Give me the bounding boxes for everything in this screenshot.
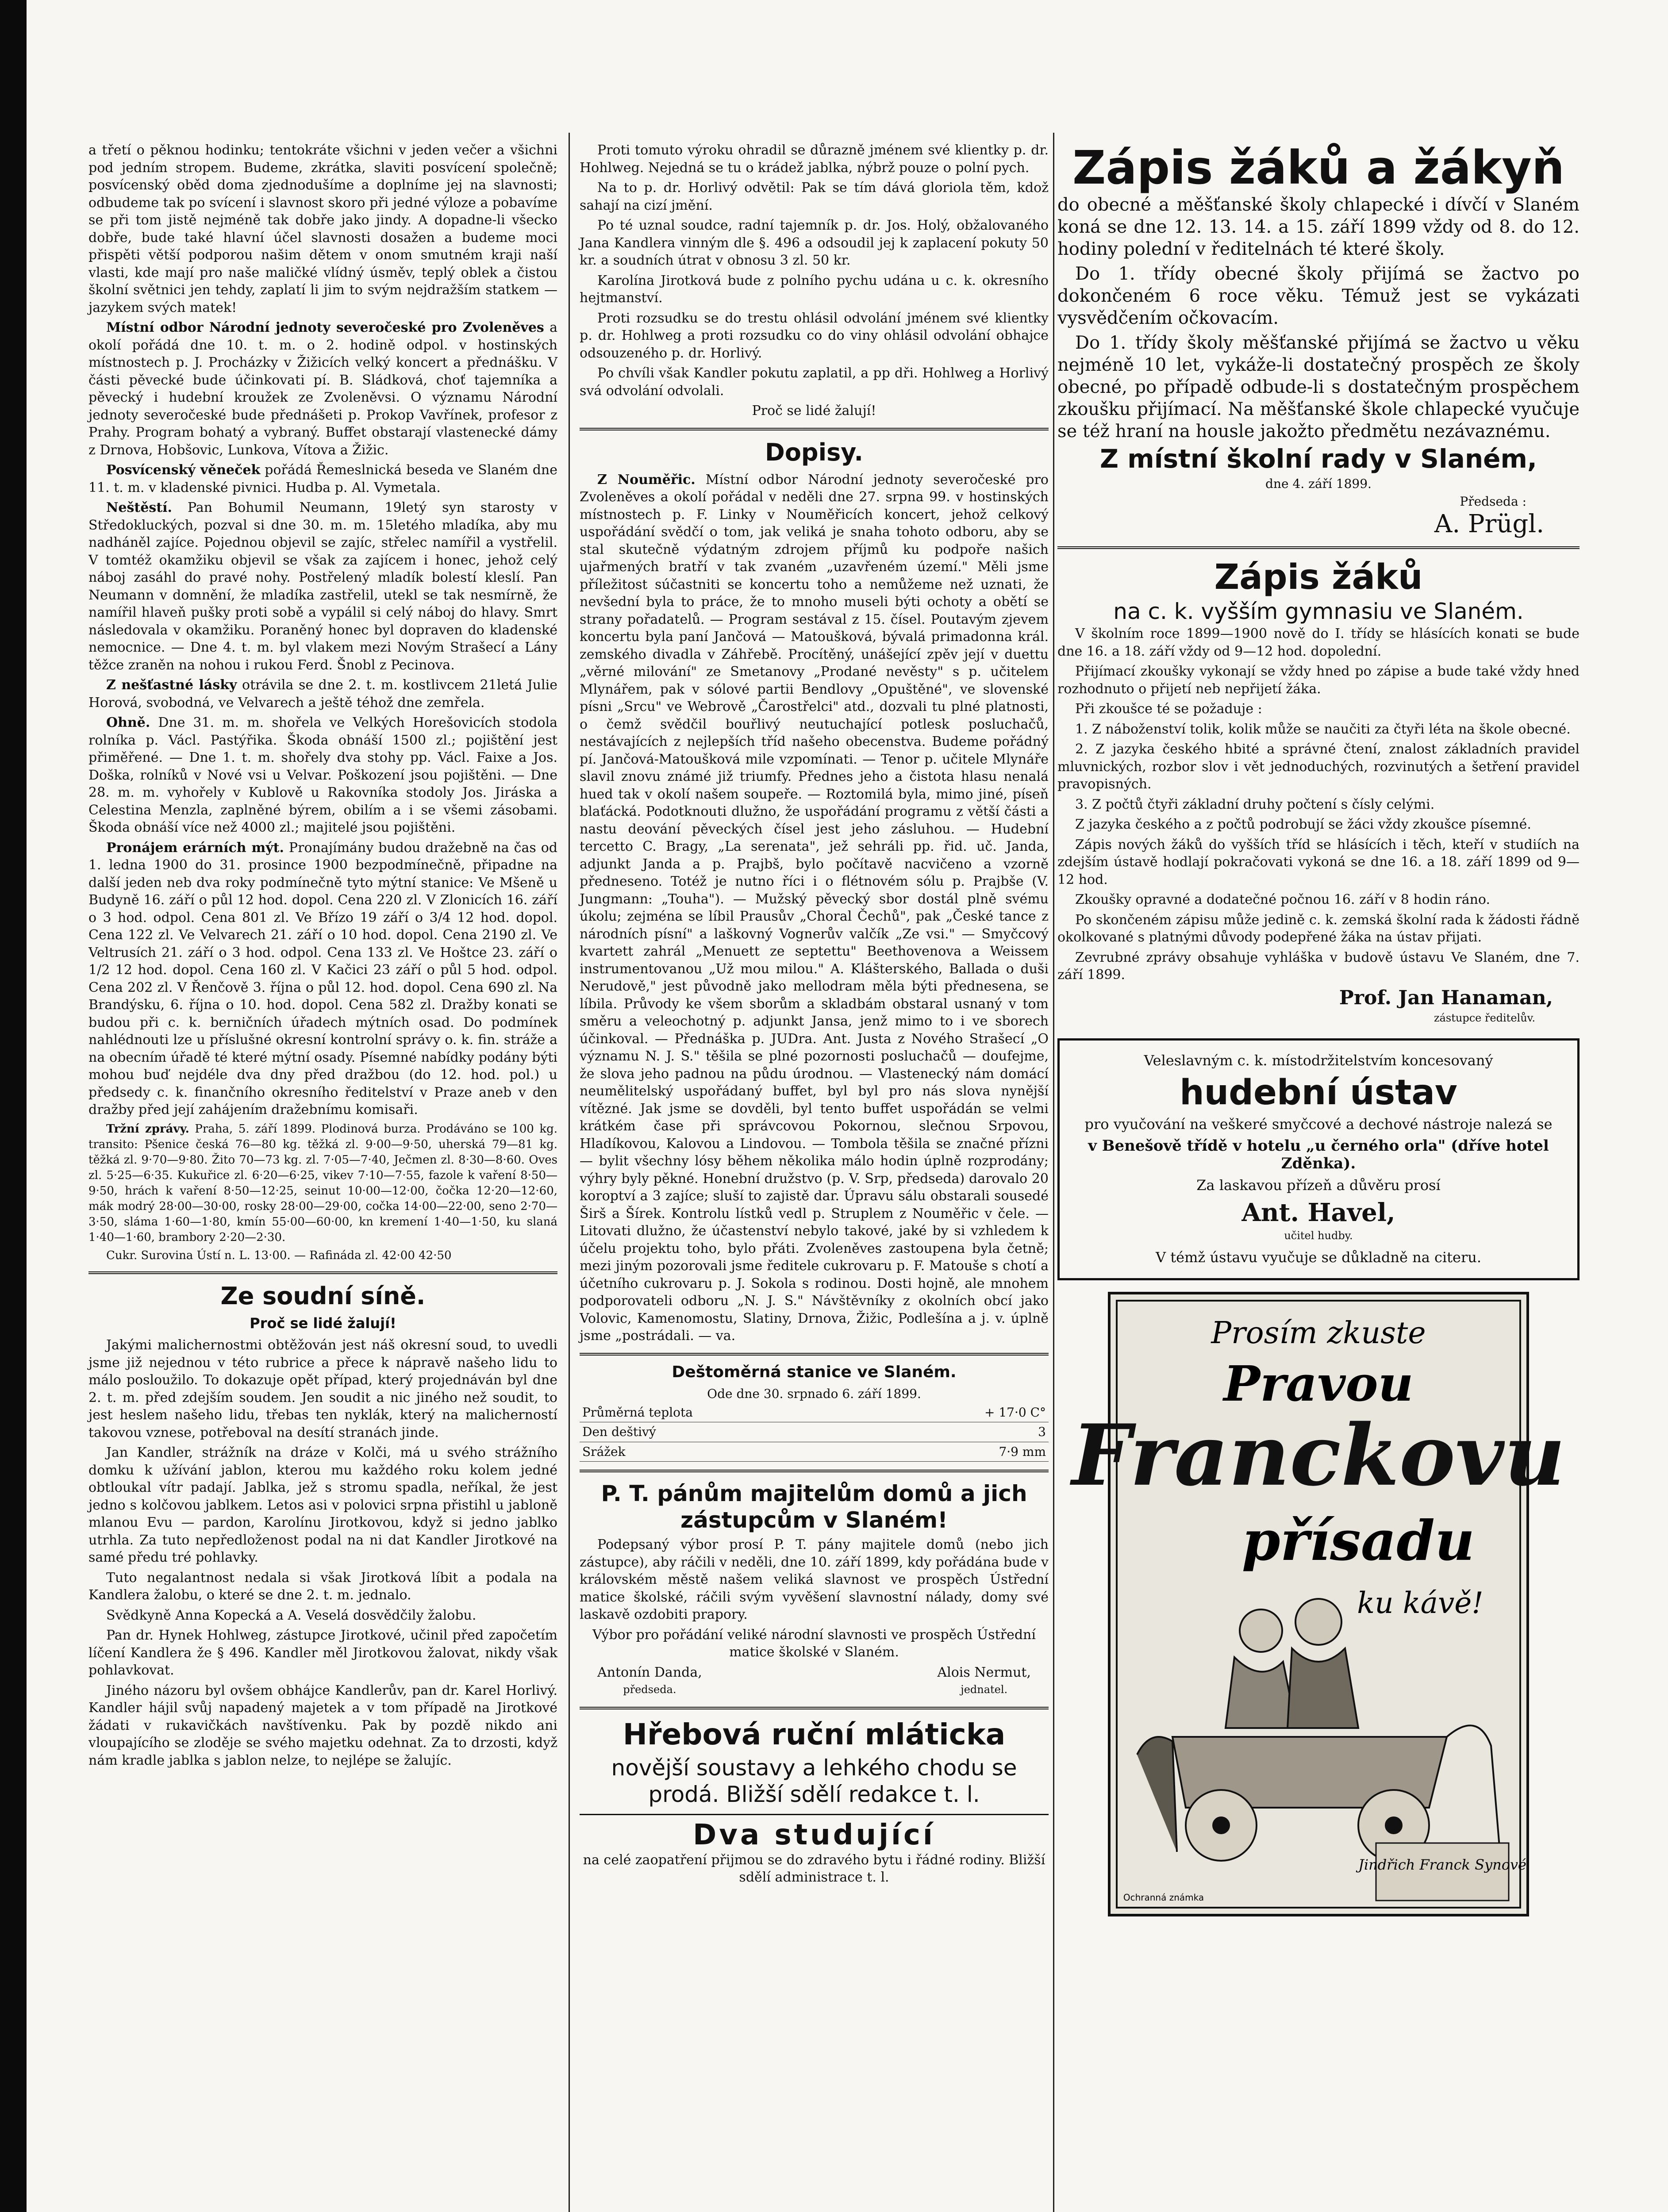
signature-role: jednatel. — [961, 1683, 1008, 1696]
article-text: Pronajímány budou dražebně na čas od 1. ledna 1900 do 31. prosince 1900 bezpodmínečně, připadne na další jeden neb dva roky podmínečně tyto mýtní stanice: Ve Mšeně u Budyně 16. září o půl 12 hod. dopol. Cena 220 zl. V Zlonicích 16. září o 3 hod. odpol. Cena 801 zl. Ve Břízo 19 září o 3/4 12 hod. dopol. Cena 122 zl. Ve Velvarech 21. září o 10 hod. dopol. Cena 2190 zl. Ve Veltrusích 21. září o 3 hod. odpol. Cena 133 zl. Ve Hoštce 23. září o 1/2 12 hod. dopol. Cena 160 zl. V Kačici 23 září o půl 5 hod. odpol. Cena 202 zl. V Řenčově 3. října o půl 12. hod. dopol. Cena 690 zl. Na Brandýsku, 6. října o 10. hod. dopol. Cena 582 zl. Dražby konati se budou při c. k. berničních úřadech mýtních osad. Do podmínek nahlédnouti lze u příslušné okresní kontrolní správy o. k. fin. stráže a na obecním úřadě té které mýtní osady. Písemné nabídky podány býti mohou buď nejdéle dva dny před dražbou (do 12. hod. pol.) u předsedy c. k. finančního okresního ředitelství v Praze aneb v den dražby před její zahájením dražebnímu komisaři. — [88, 840, 557, 1118]
article-text: Pan Bohumil Neumann, 19letý syn starosty v Středokluckých, pozval si dne 30. m. m. 15letého mladíka, aby mu nadháněl zajíce. Pojednou objevil se zajíc, střelec namířil a vystřelil. V tomtéž okamžiku objevil se však za zajícem i honec, jehož celý náboj zasáhl do pravé nohy. Postřelený mladík bolestí kleslí. Pan Neumann v domnění, že mladíka zastřelil, utekl se tak nesmírně, že namířil hlaveň pušky proti sobě a vypálil si celý náboj do hlavy. Smrt následovala v okamžiku. Poraněný honec byl dopraven do kladenské nemocnice. — Dne 4. t. m. byl vlakem mezi Novým Strašecí a Lány těžce zraněn na nohou i rukou Ferd. Šnobl z Pecinova. — [88, 500, 557, 673]
signature-left — [597, 1664, 702, 1699]
table-row — [580, 1442, 1049, 1462]
signature-name: Antonín Danda, — [597, 1664, 702, 1680]
article-heading: Místní odbor Národní jednoty severočeské pro Zvoleněves — [106, 320, 544, 335]
table-cell: Průměrná teplota — [580, 1403, 877, 1422]
article-text: Proti rozsudku se do trestu ohlásil odvolání jménem své klientky p. dr. Hohlweg a proti rozsudku co do viny ohlásil odvolání obhajce odsouzeného p. dr. Horlivý. — [580, 310, 1049, 361]
notice-text: Zkoušky opravné a dodatečné počnou 16. září v 8 hodin ráno. — [1075, 892, 1490, 907]
table-row — [580, 1403, 1049, 1422]
article-text: Jiného názoru byl ovšem obhájce Kandlerův, pan dr. Karel Horlivý. Kandler hájil svůj napadený majetek a v tom případě na Jirotkové žádati v rukavičkách navštívenku. Pak by pozdě nikdo ani vloupajícího se zloděje se svého majetku odehnat. Za to drzosti, když nám kradle jablka s jablon nelze, to nejlépe se žalujíc. — [88, 1682, 557, 1768]
section-title: Dopisy. — [765, 438, 863, 466]
article-heading: Z nešťastné lásky — [106, 677, 237, 693]
ad-text: pro vyučování na veškeré smyčcové a dechové nástroje nalezá se — [1084, 1115, 1553, 1133]
ad-text: na celé zaopatření přijmou se do zdravého bytu i řádné rodiny. Bližší sdělí administrace t. l. — [583, 1852, 1045, 1885]
section-title: Ze soudní síně. — [220, 1282, 426, 1310]
article-heading: Pronájem erárních mýt. — [106, 840, 284, 856]
article-heading: Ohně. — [106, 715, 150, 730]
article-text: Pan dr. Hynek Hohlweg, zástupce Jirotkové, učinil před započetím líčení Kandlera že § 496. Kandler měl Jirotkovou žalovat, nikdy však pohlavkovat. — [88, 1628, 557, 1678]
article-text: Výbor pro pořádání veliké národní slavnosti ve prospěch Ústřední matice školské v Slaném. — [592, 1627, 1036, 1660]
article-text: Proč se lidé žalují! — [752, 403, 876, 419]
notice-text: Zevrubné zprávy obsahuje vyhláška v budově ústavu Ve Slaném, dne 7. září 1899. — [1057, 949, 1580, 983]
signature-role: zástupce ředitelův. — [1434, 1011, 1535, 1024]
divider — [580, 1353, 1049, 1356]
article-text: Praha, 5. září 1899. Plodinová burza. Prodáváno se 100 kg. transito: Pšenice česká 76—80 kg. těžká zl. 9·00—9·50, uherská 79—81 kg. těžká zl. 9·70—9·80. Žito 70—73 kg. zl. 7·05—7·40, Ječmen zl. 8·30—8·60. Oves zl. 5·25—6·35. Kukuřice zl. 6·20—6·25, vikev 7·10—7·55, fazole k vaření 8·50—9·50, hrách k vaření 8·50—12·25, seinut 10·00—12·00, čočka 12·20—12·60, mák modrý 28·00—30·00, rosky 28·00—29·00, cočka 14·00—22·00, seno 2·70—3·50, sláma 1·60—1·80, kmín 55·00—60·00, kn kremení 1·40—1·50, ku slaná 1·40—1·60, brambory 2·20—2·30. — [88, 1122, 557, 1244]
divider — [1057, 546, 1580, 549]
scan-edge — [0, 0, 27, 2212]
notice-text: 3. Z počtů čtyři základní druhy počtení s čísly celými. — [1075, 796, 1435, 812]
article-text: Po té uznal soudce, radní tajemník p. dr. Jos. Holý, obžalovaného Jana Kandlera vinným dle §. 496 a odsoudil jej k zaplacení pokuty 50 kr. a soudních útrat v obnosu 3 zl. 50 kr. — [580, 218, 1049, 268]
divider — [580, 428, 1049, 430]
meteo-subtitle: Ode dne 30. srpnado 6. září 1899. — [707, 1386, 921, 1401]
column-2 — [580, 142, 1049, 2212]
notice-subtitle: na c. k. vyšším gymnasiu ve Slaném. — [1113, 599, 1524, 624]
article-text: Jan Kandler, strážník na dráze v Kolči, má u svého strážního domku k užívání jablon, kterou mu každého roku kolem jedné obtloukal vítr padají. Jablka, jež s stromu spadla, neříkal, že jest jedno s kolčovou jablkem. Letos asi v polovici srpna přistihl u jabloně mlanou Evu — pardon, Karolínu Jirotkovou, když si jedno jablko utrhla. Za tuto nepředloženost podal na ni dat Kandler Jirotkové na samé předu tré pohlavky. — [88, 1445, 557, 1565]
divider — [580, 1707, 1049, 1709]
notice-title: P. T. pánům majitelům domů a jich zástupcům v Slaném! — [601, 1481, 1027, 1533]
notice-text: Po skončeném zápisu může jedině c. k. zemská školní rada k žádosti řádně okolkované s platnými důvody podepřené žáka na ústav přijati. — [1057, 912, 1580, 945]
column-rule — [1053, 133, 1054, 2212]
article-text: Po chvíli však Kandler pokutu zaplatil, a pp dři. Hohlweg a Horlivý svá odvolání odvolali. — [580, 365, 1049, 399]
ad-line-3: Franckovu — [1072, 1406, 1565, 1505]
column-3 — [1057, 142, 1580, 2212]
table-cell: Srážek — [580, 1442, 877, 1462]
signatures — [580, 1664, 1049, 1699]
article-text: Místní odbor Národní jednoty severočeské pro Zvoleněves a okolí pořádal v neděli dne 27. srpna 99. v hostinských místnostech p. F. Linky v Nouměřicích koncert, jehož celkový uspořádání svědčí o tom, jak veliká je snaha tohoto odboru, aby se stal skutečně výdatným zdrojem příjmů ku podpoře našich ujařmených bratří v tak zvaném „uzavřeném území." Měli jsme příležitost súčastniti se koncertu toho a nemůžeme než uznati, že nevšední byla to práce, že to mnoho museli býti ochoty a obětí se strany pořadatelů. — Program sestával z 15. čísel. Poutavým zjevem koncertu byla paní Jančová — Matoušková, bývalá primadonna král. zemského divadla v Záhřebě. Procítěný, unášející zpěv její v duettu „věrné milování" ze Smetanovy „Prodané nevěsty" s p. učitelem Mlynářem, pak v sólové partii Bendlovy „Opuštěné", ve slovenské písni „Srcu" ve Webrově „Čarostřelci" atd., dozvali tu plné platnosti, o čemž svědčil bouřlivý neutuchající potlesk posluchačů, nestávajících z nejlepších tříd našeho obecenstva. Budeme pořádný pí. Jančová-Matoušková mile vzpomínati. — Tenor p. učitele Mlynáře slavil znovu známé již triumfy. Přednes jeho a čistota hlasu nenalá hued tak v okolí našem soupeře. — Roztomilá byla, mimo jiné, píseň blaťácká. Podotknouti dlužno, že uspořádání programu z větší části a nastu deování pěveckých čísel jest jeho zásluhou. — Hudební tercetto C. Bragy, „La serenata", jež sehráli pp. řid. uč. Janda, adjunkt Janda a p. Prajbš, bylo počítavě nacvičeno a vzorně předneseno. Totéž je nutno říci i o flétnovém sólu p. Prajbše (V. Jungmann: „Touha"). — Mužský pěvecký sbor dostál plně svému úkolu; zejména se líbil Prausův „Choral Čechů", pak „České tance z národních písní" a laškovný Vognerův valčík „Ze vsi." — Smyčcový kvartett zahrál „Menuett ze septettu" Beethovenova a Weissem instrumentovanou „Už mou milou." A. Klášterského, Ballada o duši Nerudově," jest původně jako mellodram měla býti přednesena, se líbila. Průvody ke všem sborům a skladbám obstaral usnaný v tom směru a veleochotný p. adjunkt Jansa, jenž mimo to i ve sborech účinkoval. — Přednáška p. JUDra. Ant. Justa z Nového Strašecí „O významu N. J. S." těšila se plné pozornosti posluchačů — doufejme, že slova jeho padnou na půdu úrodnou. — Vlastenecký nám domácí neumělitelský uspořádaný buffet, byl byl pro nás slova nynější vítězné. Jak jsme se dovděli, byl tento buffet uspořádán se velmi krátkém čase při správcovou Pokornou, slečnou Srpovou, Hladíkovou, Kalovou a Lindovou. — Tombola těšila se značné přízni — bylit všechny lósy během několika málo hodin úplně rozprodány; výhry byly pěkné. Honební družstvo (p. V. Srp, předseda) darovalo 20 koroptví a 3 zajíce; sluší to zajistě dar. Úpravu sálu obstarali sousedé Širš a Šírek. Kontrolu lístků vedl p. Struplem z Nouměřic v čele. — Litovati dlužno, že účastenství nebylo takové, jaké by si vzhledem k účelu projektu toho, bylo přáti. Zvoleněves zastoupena byla četně; mezi jiným pozorovali jsme ředitele cukrovaru p. F. Matouše s chotí a účetního cukrovaru p. J. Sokola s rodinou. Dosti hojně, ale mnohem podporovateli odboru „N. J. S." Návštěvníky z okolních obcí jako Volovic, Kamenomostu, Slatiny, Drnova, Žižic, Podlešína a j. v. úplně jsme „postrádali. — va. — [580, 472, 1049, 1344]
franck-coffee-ad — [1072, 1292, 1565, 1916]
signature-name: Alois Nermut, — [937, 1664, 1031, 1680]
section-subtitle: Proč se lidé žalují! — [250, 1314, 396, 1332]
article-text: a třetí o pěknou hodinku; tentokráte všichni v jeden večer a všichni pod jedním stropem. Budeme, zkrátka, slaviti posvícení společně; posvícenský oběd doma zjednodušíme a doplníme jej na slavnosti; odbudeme tak po svícení i slavnost skoro při jedné výloze a pobavíme se při tom jistě nejméně tak dobře jako jindy. A dopadne-li všecko dobře, bude také hlavní účel slavnosti dosažen a budeme moci přispěti větší podporou našim dětem v onom smutném kraji naší vlasti, kde mají pro naše maličké vlídný úsměv, teplý oblek a čistou školní světnici jen tehdy, zaplatí li jim to svým nejdražším statkem — jazykem svých matek! — [88, 142, 557, 315]
column-rule — [569, 133, 570, 2212]
ad-title: hudební ústav — [1180, 1072, 1457, 1113]
table-cell: + 17·0 C° — [877, 1403, 1049, 1422]
ad-text: Za laskavou přízeň a důvěru prosí — [1196, 1177, 1441, 1194]
article-heading: Neštěstí. — [106, 500, 172, 515]
ad-line-2: Pravou — [1223, 1355, 1414, 1412]
notice-text: Do 1. třídy obecné školy přijímá se žactvo po dokončeném 6 roce věku. Témuž jest se vykázati vysvědčením očkovacím. — [1057, 264, 1580, 328]
ad-illustration — [1072, 1294, 1565, 1914]
ad-name: Ant. Havel, — [1241, 1198, 1395, 1227]
article-text: pořádá Řemeslnická beseda ve Slaném dne 11. t. m. v kladenské pivnici. Hudba p. Al. Vymetala. — [88, 462, 558, 495]
ad-title: Hřebová ruční mláticka — [623, 1717, 1006, 1751]
article-text: a okolí pořádá dne 10. t. m. o 2. hodině odpol. v hostinských místnostech p. J. Procházky v Žižicích velký koncert a přednášku. V části pěvecké bude účinkovati pí. B. Sládková, choť tajemníka a pěvecký i hudební kroužek ze Zvoleněvsi. O významu Národní jednoty severočeské bude přednášeti p. Prokop Vavřínek, profesor z Prahy. Program bohatý a vybraný. Buffet obstarají vlastenecké dámy z Drnova, Hobšovic, Lunkova, Vítova a Žižic. — [88, 320, 557, 458]
notice-text: Zápis nových žáků do vyšších tříd se hlásících i těch, kteří v studiích na zdejším ústavě hodlají pokračovati vykoná se dne 16. a 18. září 1899 od 9—12 hod. — [1057, 837, 1580, 887]
notice-date: dne 4. září 1899. — [1265, 476, 1372, 491]
ad-line-1: Prosím zkuste — [1211, 1315, 1426, 1351]
article-text: Jakými malichernostmi obtěžován jest náš okresní soud, to uvedli jsme již nejednou v této rubrice a přece k nápravě našeho lidu to málo posloužilo. To dokazuje opět případ, který projednáván byl dne 2. t. m. před zdejším soudem. Jen soudit a nic jiného než soudit, to jest heslem našeho lidu, třebas ten nyklák, který na malicherností takovou vznese, potřeboval na desítí stranách jinde. — [88, 1337, 557, 1440]
ad-brand: Jindřich Franck Synové — [1358, 1856, 1526, 1873]
signature-role: Předseda : — [1460, 494, 1526, 509]
ad-text: novější soustavy a lehkého chodu se prodá. Bližší sdělí redakce t. l. — [611, 1755, 1017, 1807]
notice-text: Přijímací zkoušky vykonají se vždy hned po zápise a bude také vždy hned rozhodnuto o přijetí neb nepřijetí žáka. — [1057, 664, 1580, 697]
signature-name: A. Prügl. — [1434, 510, 1544, 538]
article-text: Dne 31. m. m. shořela ve Velkých Horešovicích stodola rolníka p. Václ. Pastýřika. Škoda obnáší 1500 zl.; pojištění jest přiměřené. — Dne 1. t. m. shořely dva stohy pp. Václ. Faixe a Jos. Doška, rolníků v Nové vsi u Velvar. Poškození jsou pojištěni. — Dne 28. m. m. vyhořely v Kublově u Rakovníka stodoly Jos. Jiráska a Celestina Menzla, zaplněné býrem, obilím a i se všemi zásobami. Škoda obnáší více než 4000 zl.; majitelé jsou pojištěni. — [88, 715, 557, 835]
ad-text: v Benešově třídě v hotelu „u černého orla" (dříve hotel Zděnka). — [1088, 1137, 1549, 1172]
article-heading: Tržní zprávy. — [106, 1122, 189, 1136]
meteo-table — [580, 1403, 1049, 1462]
article-text: Podepsaný výbor prosí P. T. pány majitele domů (nebo jich zástupce), aby ráčili v neděli, dne 10. září 1899, kdy pořádána bude v královském městě našem veliká slavnost ve prospěch Ústřední matice školské, ráčili svým vyvěšení slavnostní nálady, domy své laskavě ozdobiti prapory. — [580, 1537, 1049, 1622]
notice-text: 2. Z jazyka českého hbité a správné čtení, znalost základních pravidel mluvnických, rozbor slov i vět jednoduchých, rozvinutých a šetření pravidel pravopisných. — [1057, 741, 1580, 792]
article-text: Na to p. dr. Horlivý odvětil: Pak se tím dává gloriola těm, kdož sahají na cizí jmění. — [580, 180, 1049, 213]
article-text: Karolína Jirotková bude z polního pychu udána u c. k. okresního hejtmanství. — [580, 273, 1049, 306]
ad-title: Dva studující — [693, 1818, 935, 1851]
meteo-title: Deštoměrná stanice ve Slaném. — [672, 1363, 957, 1381]
ad-line-4: přísadu — [1241, 1509, 1475, 1573]
table-cell: 3 — [877, 1422, 1049, 1442]
ad-trademark: Ochranná známka — [1123, 1892, 1204, 1903]
table-row — [580, 1422, 1049, 1442]
table-cell: 7·9 mm — [877, 1442, 1049, 1462]
ad-scene — [1137, 1599, 1500, 1861]
divider — [88, 1271, 557, 1274]
ad-role: učitel hudby. — [1284, 1229, 1353, 1242]
notice-text: 1. Z náboženství tolik, kolik může se naučiti za čtyři léta na škole obecné. — [1075, 721, 1571, 737]
notice-from: Z místní školní rady v Slaném, — [1100, 444, 1537, 474]
notice-text: Do 1. třídy školy měšťanské přijímá se žactvo u věku nejméně 10 let, vykáže-li dostatečný prospěch ze školy obecné, po případě odbude-li s dostatečným prospěchem zkoušku přijímací. Na měšťanské škole chlapecké vyučuje se též hraní na housle jakožto předmětu nezávaznému. — [1057, 333, 1580, 442]
notice-text: V školním roce 1899—1900 nově do I. třídy se hlásících konati se bude dne 16. a 18. září vždy od 9—12 hod. dopolední. — [1057, 626, 1580, 659]
notice-text: Při zkoušce té se požaduje : — [1075, 701, 1262, 717]
signature-name: Prof. Jan Hanaman, — [1339, 986, 1553, 1009]
divider — [580, 1470, 1049, 1472]
ad-line-5: ku kávě! — [1357, 1586, 1484, 1620]
music-school-ad — [1057, 1038, 1580, 1280]
divider — [580, 1814, 1049, 1815]
article-text: Tuto negalantnost nedala si však Jirotková líbit a podala na Kandlera žalobu, o které se dne 2. t. m. jednalo. — [88, 1570, 557, 1603]
notice-title: Zápis žáků a žákyň — [1072, 141, 1564, 195]
article-text: Svědkyně Anna Kopecká a A. Veselá dosvědčily žalobu. — [106, 1607, 477, 1623]
notice-text: Z jazyka českého a z počtů podrobují se žáci vždy zkoušce písemné. — [1075, 817, 1531, 832]
table-cell: Den deštivý — [580, 1422, 877, 1442]
column-1 — [88, 142, 557, 2212]
notice-title: Zápis žáků — [1214, 557, 1423, 597]
article-heading: Z Nouměřic. — [597, 472, 696, 488]
ad-text: Veleslavným c. k. místodržitelstvím koncesovaný — [1144, 1052, 1493, 1069]
signature-right — [937, 1664, 1031, 1699]
article-text: Cukr. Surovina Ústí n. L. 13·00. — Rafináda zl. 42·00 42·50 — [106, 1248, 452, 1262]
article-text: Proti tomuto výroku ohradil se důrazně jménem své klientky p. dr. Hohlweg. Nejedná se tu o krádež jablka, nýbrž pouze o polní pych. — [580, 142, 1049, 176]
ad-text: V témž ústavu vyučuje se důkladně na citeru. — [1155, 1249, 1482, 1266]
signature-role: předseda. — [623, 1683, 676, 1696]
notice-text: do obecné a měšťanské školy chlapecké i dívčí v Slaném koná se dne 12. 13. 14. a 15. září 1899 vždy od 8. do 12. hodiny polední v ředitelnách té které školy. — [1057, 195, 1580, 259]
article-heading: Posvícenský věneček — [106, 462, 261, 478]
article-text: otrávila se dne 2. t. m. kostlivcem 21letá Julie Horová, svobodná, ve Velvarech a ještě téhož dne zemřela. — [88, 677, 557, 710]
